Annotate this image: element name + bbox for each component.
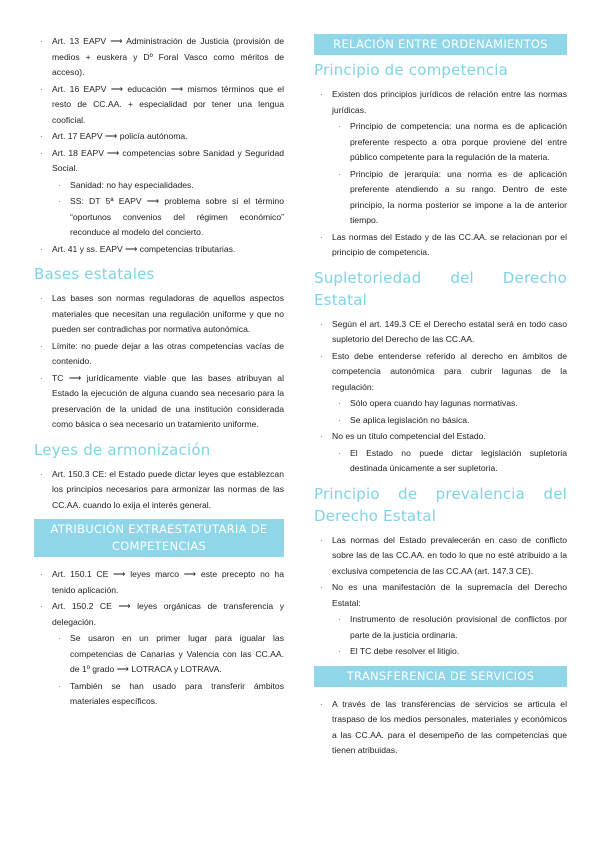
left-column bbox=[34, 34, 284, 711]
section-banner-atribucion: ATRIBUCIÓN EXTRAESTATUTARIA DE COMPETENCIAS bbox=[34, 519, 284, 557]
sub-list-item: · Se usaron en un primer lugar para igualar las competencias de Canarias y Valencia con las CC.AA. de 1º grado ⟶ LOTRACA y LOTRAVA. bbox=[34, 631, 284, 678]
sub-list-item: · El Estado no puede dictar legislación supletoria destinada únicamente a ser supletoria. bbox=[314, 446, 567, 477]
sub-list-item: · El TC debe resolver el litigio. bbox=[314, 644, 567, 660]
list-item: · Art. 150.1 CE ⟶ leyes marco ⟶ este precepto no ha tenido aplicación. bbox=[34, 567, 284, 598]
sub-list-item: · Principio de competencia: una norma es de aplicación preferente respecto a otra porque proviene del entre público competente para la regulación de la materia. bbox=[314, 119, 567, 166]
sub-list-item: · Se aplica legislación no básica. bbox=[314, 413, 567, 429]
list-item: · Art. 41 y ss. EAPV ⟶ competencias tributarias. bbox=[34, 242, 284, 258]
list-item: · A través de las transferencias de servicios se articula el traspaso de los medios personales, materiales y económicos a las CC.AA. para el desempeño de las competencias que tienen atribuidas. bbox=[314, 697, 567, 759]
list-item: · Art. 150.3 CE: el Estado puede dictar leyes que establezcan los principios necesarios para armonizar las normas de las CC.AA. cuando lo exija el interés general. bbox=[34, 467, 284, 514]
section-heading-bases: Bases estatales bbox=[34, 265, 155, 283]
section-heading-competencia: Principio de competencia bbox=[314, 61, 508, 79]
sub-list-item: · También se han usado para transferir ámbitos materiales específicos. bbox=[34, 679, 284, 710]
list-item: · No es un título competencial del Estado. bbox=[314, 429, 567, 445]
list-item: · Art. 18 EAPV ⟶ competencias sobre Sanidad y Seguridad Social. bbox=[34, 146, 284, 177]
list-item: · Art. 16 EAPV ⟶ educación ⟶ mismos términos que el resto de CC.AA. + especialidad por tener una lengua cooficial. bbox=[34, 82, 284, 129]
list-item: · Esto debe entenderse referido al derecho en ámbitos de competencia autonómica para cubrir lagunas de la regulación: bbox=[314, 349, 567, 396]
list-item: · Art. 13 EAPV ⟶ Administración de Justicia (provisión de medios + euskera y Dº Foral Vasco como méritos de acceso). bbox=[34, 34, 284, 81]
list-item: · Existen dos principios jurídicos de relación entre las normas jurídicas. bbox=[314, 87, 567, 118]
sub-list-item: · Sanidad: no hay especialidades. bbox=[34, 178, 284, 194]
list-item: · Según el art. 149.3 CE el Derecho estatal será en todo caso supletorio del Derecho de las CC.AA. bbox=[314, 317, 567, 348]
list-item: · Las normas del Estado y de las CC.AA. se relacionan por el principio de competencia. bbox=[314, 230, 567, 261]
section-heading-supletoriedad: Supletoriedad del Derecho Estatal bbox=[314, 268, 567, 309]
list-item: · Las bases son normas reguladoras de aquellos aspectos materiales que necesitan una regulación uniforme y que no pueden ser contradichas por normativa autonómica. bbox=[34, 291, 284, 338]
list-item: · Art. 17 EAPV ⟶ policía autónoma. bbox=[34, 129, 284, 145]
section-heading-prevalencia: Principio de prevalencia del Derecho Estatal bbox=[314, 484, 567, 525]
list-item: · No es una manifestación de la supremacía del Derecho Estatal: bbox=[314, 580, 567, 611]
sub-list-item: · Sólo opera cuando hay lagunas normativas. bbox=[314, 396, 567, 412]
list-item: · Límite: no puede dejar a las otras competencias vacías de contenido. bbox=[34, 339, 284, 370]
sub-list-item: · Principio de jerarquía: una norma es de aplicación preferente atendiendo a su rango. Dentro de este principio, la norma posterior se impone a la de anterior tiempo. bbox=[314, 167, 567, 229]
list-item: · Art. 150.2 CE ⟶ leyes orgánicas de transferencia y delegación. bbox=[34, 599, 284, 630]
sub-list-item: · SS: DT 5ª EAPV ⟶ problema sobre si el término “oportunos convenios del régimen económico” reconduce al modelo del concierto. bbox=[34, 194, 284, 241]
list-item: · Las normas del Estado prevalecerán en caso de conflicto sobre las de las CC.AA. en todo lo que no esté atribuido a la exclusiva competencia de las CC.AA (art. 147.3 CE). bbox=[314, 533, 567, 580]
right-column bbox=[314, 34, 567, 760]
list-item: · TC ⟶ jurídicamente viable que las bases atribuyan al Estado la ejecución de alguna cuando sea necesario para la preservación de la unidad de una institución considerada como básica o sea necesario un tratamiento uniforme. bbox=[34, 371, 284, 433]
section-banner-relacion: RELACIÓN ENTRE ORDENAMIENTOS bbox=[314, 34, 567, 55]
section-heading-leyes: Leyes de armonización bbox=[34, 440, 211, 459]
section-banner-transferencia: TRANSFERENCIA DE SERVICIOS bbox=[314, 666, 567, 687]
sub-list-item: · Instrumento de resolución provisional de conflictos por parte de la justicia ordinaria. bbox=[314, 612, 567, 643]
